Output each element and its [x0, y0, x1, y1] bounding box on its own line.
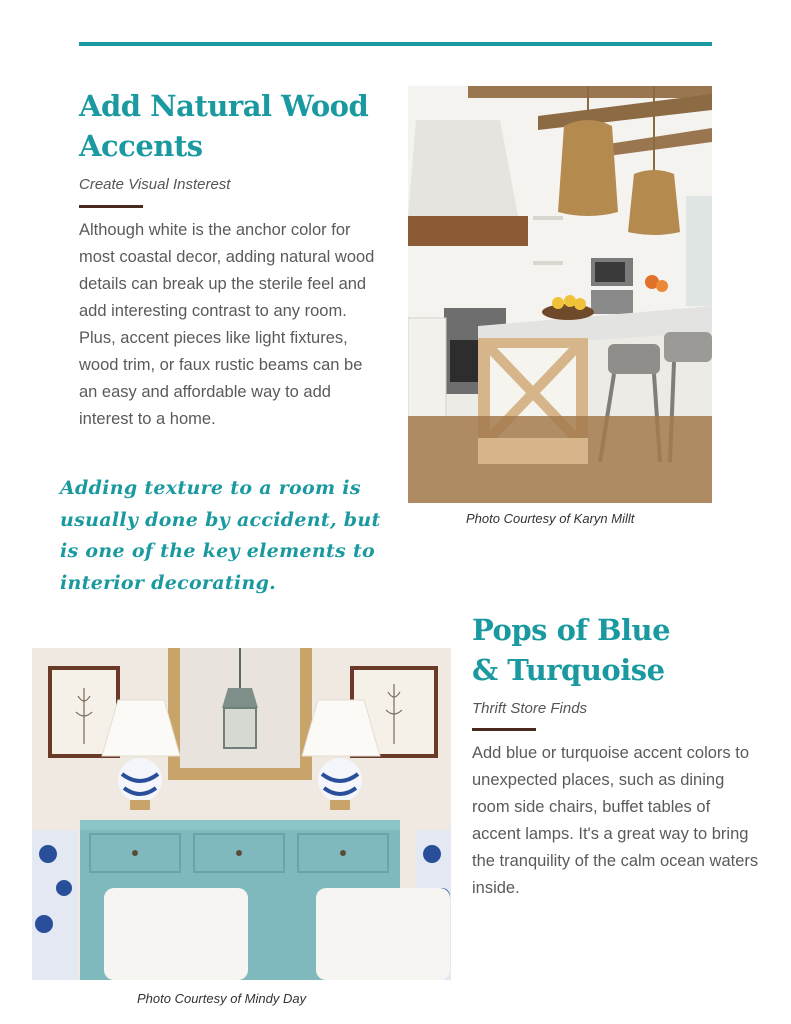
kitchen-photo-caption: Photo Courtesy of Karyn Millt — [466, 511, 635, 526]
section-title-blue — [472, 610, 732, 690]
section-body-wood: Although white is the anchor color for most coastal decor, adding natural wood details can break up the sterile feel and add interesting contrast to any room. Plus, accent pieces like light fixtures, wood trim, or faux rustic beams can be an easy and affordable way to add interest to a home. — [79, 221, 375, 428]
subtitle-underline — [79, 205, 143, 208]
kitchen-photo — [408, 86, 712, 503]
section-title-wood-accents: Add Natural Wood Accents — [79, 89, 369, 163]
top-divider — [79, 42, 712, 46]
dining-photo — [32, 648, 451, 980]
section-body-blue: Add blue or turquoise accent colors to unexpected places, such as dining room side chairs, buffet tables of accent lamps. It's a great way to bring the tranquility of the calm ocean waters inside. — [472, 744, 759, 897]
pull-quote: Adding texture to a room is usually done by accident, but is one of the key elements to interior decorating. — [60, 477, 381, 594]
section-subtitle-thrift: Thrift Store Finds — [472, 700, 588, 717]
section-title-line1: Pops of Blue — [472, 613, 671, 647]
dining-photo-caption: Photo Courtesy of Mindy Day — [137, 991, 307, 1006]
subtitle-underline-2 — [472, 728, 536, 731]
section-title-line2: & Turquoise — [472, 653, 665, 687]
section-subtitle-wood: Create Visual Insterest — [79, 176, 231, 193]
